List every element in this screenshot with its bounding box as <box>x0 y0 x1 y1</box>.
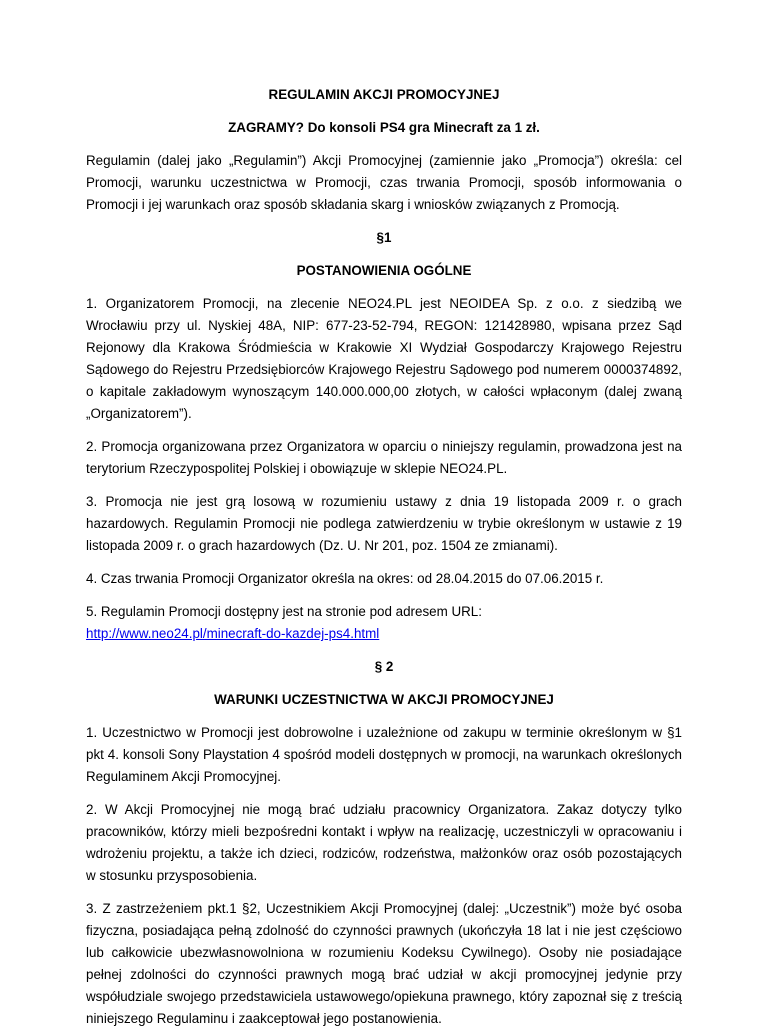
section-1-paragraph-1: 1. Organizatorem Promocji, na zlecenie NEO24.PL jest NEOIDEA Sp. z o.o. z siedzibą we Wrocławiu przy ul. Nyskiej 48A, NIP: 677-23-52-794, REGON: 121428980, wpisana przez Sąd Rejonowy dla Krakowa Śródmieścia w Krakowie XI Wydział Gospodarczy Krajowego Rejestru Sądowego do Rejestru Przedsiębiorców Krajowego Rejestru Sądowego pod numerem 0000374892, o kapitale zakładowym wynoszącym 140.000.000,00 złotych, w całości wpłaconym (dalej zwaną „Organizatorem”). <box>86 296 682 421</box>
section-2-paragraph-3: 3. Z zastrzeżeniem pkt.1 §2, Uczestnikiem Akcji Promocyjnej (dalej: „Uczestnik”) może być osoba fizyczna, posiadająca pełną zdolność do czynności prawnych (ukończyła 18 lat i nie jest częściowo lub całkowicie ubezwłasnowolniona w rozumieniu Kodeksu Cywilnego). Osoby nie posiadające pełnej zdolności do czynności prawnych mogą brać udział w akcji promocyjnej jedynie przy współudziale swojego przedstawiciela ustawowego/opiekuna prawnego, który zapoznał się z treścią niniejszego Regulaminu i zaakceptował jego postanowienia. <box>86 901 682 1026</box>
section-2-paragraph-1: 1. Uczestnictwo w Promocji jest dobrowolne i uzależnione od zakupu w terminie określonym w §1 pkt 4. konsoli Sony Playstation 4 spośród modeli dostępnych w promocji, na warunkach określonych Regulaminem Akcji Promocyjnej. <box>86 725 682 784</box>
document-title: REGULAMIN AKCJI PROMOCYJNEJ <box>268 87 500 102</box>
section-2-paragraph-2: 2. W Akcji Promocyjnej nie mogą brać udziału pracownicy Organizatora. Zakaz dotyczy tylko pracowników, którzy mieli bezpośredni kontakt i wpływ na realizację, uczestniczyli w opracowaniu i wdrożeniu projektu, a także ich dzieci, rodziców, rodzeństwa, małżonków oraz osób pozostających w stosunku przysposobienia. <box>86 802 682 883</box>
regulation-url-label: 5. Regulamin Promocji dostępny jest na stronie pod adresem URL: <box>86 604 482 619</box>
document-subtitle: ZAGRAMY? Do konsoli PS4 gra Minecraft za 1 zł. <box>228 120 540 135</box>
section-1-paragraph-3: 3. Promocja nie jest grą losową w rozumieniu ustawy z dnia 19 listopada 2009 r. o grach hazardowych. Regulamin Promocji nie podlega zatwierdzeniu w trybie określonym w ustawie z 19 listopada 2009 r. o grach hazardowych (Dz. U. Nr 201, poz. 1504 ze zmianami). <box>86 494 682 553</box>
section-2-number: § 2 <box>374 659 394 674</box>
section-1-paragraph-5 <box>86 601 682 645</box>
section-2-heading: WARUNKI UCZESTNICTWA W AKCJI PROMOCYJNEJ <box>214 692 554 707</box>
section-1-paragraph-4: 4. Czas trwania Promocji Organizator określa na okres: od 28.04.2015 do 07.06.2015 r. <box>86 571 604 586</box>
regulation-url-link[interactable]: http://www.neo24.pl/minecraft-do-kazdej-ps4.html <box>86 626 380 641</box>
section-1-heading: POSTANOWIENIA OGÓLNE <box>296 263 472 278</box>
section-1-number: §1 <box>376 230 392 245</box>
intro-paragraph: Regulamin (dalej jako „Regulamin”) Akcji Promocyjnej (zamiennie jako „Promocja”) określa: cel Promocji, warunku uczestnictwa w Promocji, czas trwania Promocji, sposób informowania o Promocji i jej warunkach oraz sposób składania skarg i wniosków związanych z Promocją. <box>86 153 682 212</box>
section-1-paragraph-2: 2. Promocja organizowana przez Organizatora w oparciu o niniejszy regulamin, prowadzona jest na terytorium Rzeczypospolitej Polskiej i obowiązuje w sklepie NEO24.PL. <box>86 439 682 476</box>
